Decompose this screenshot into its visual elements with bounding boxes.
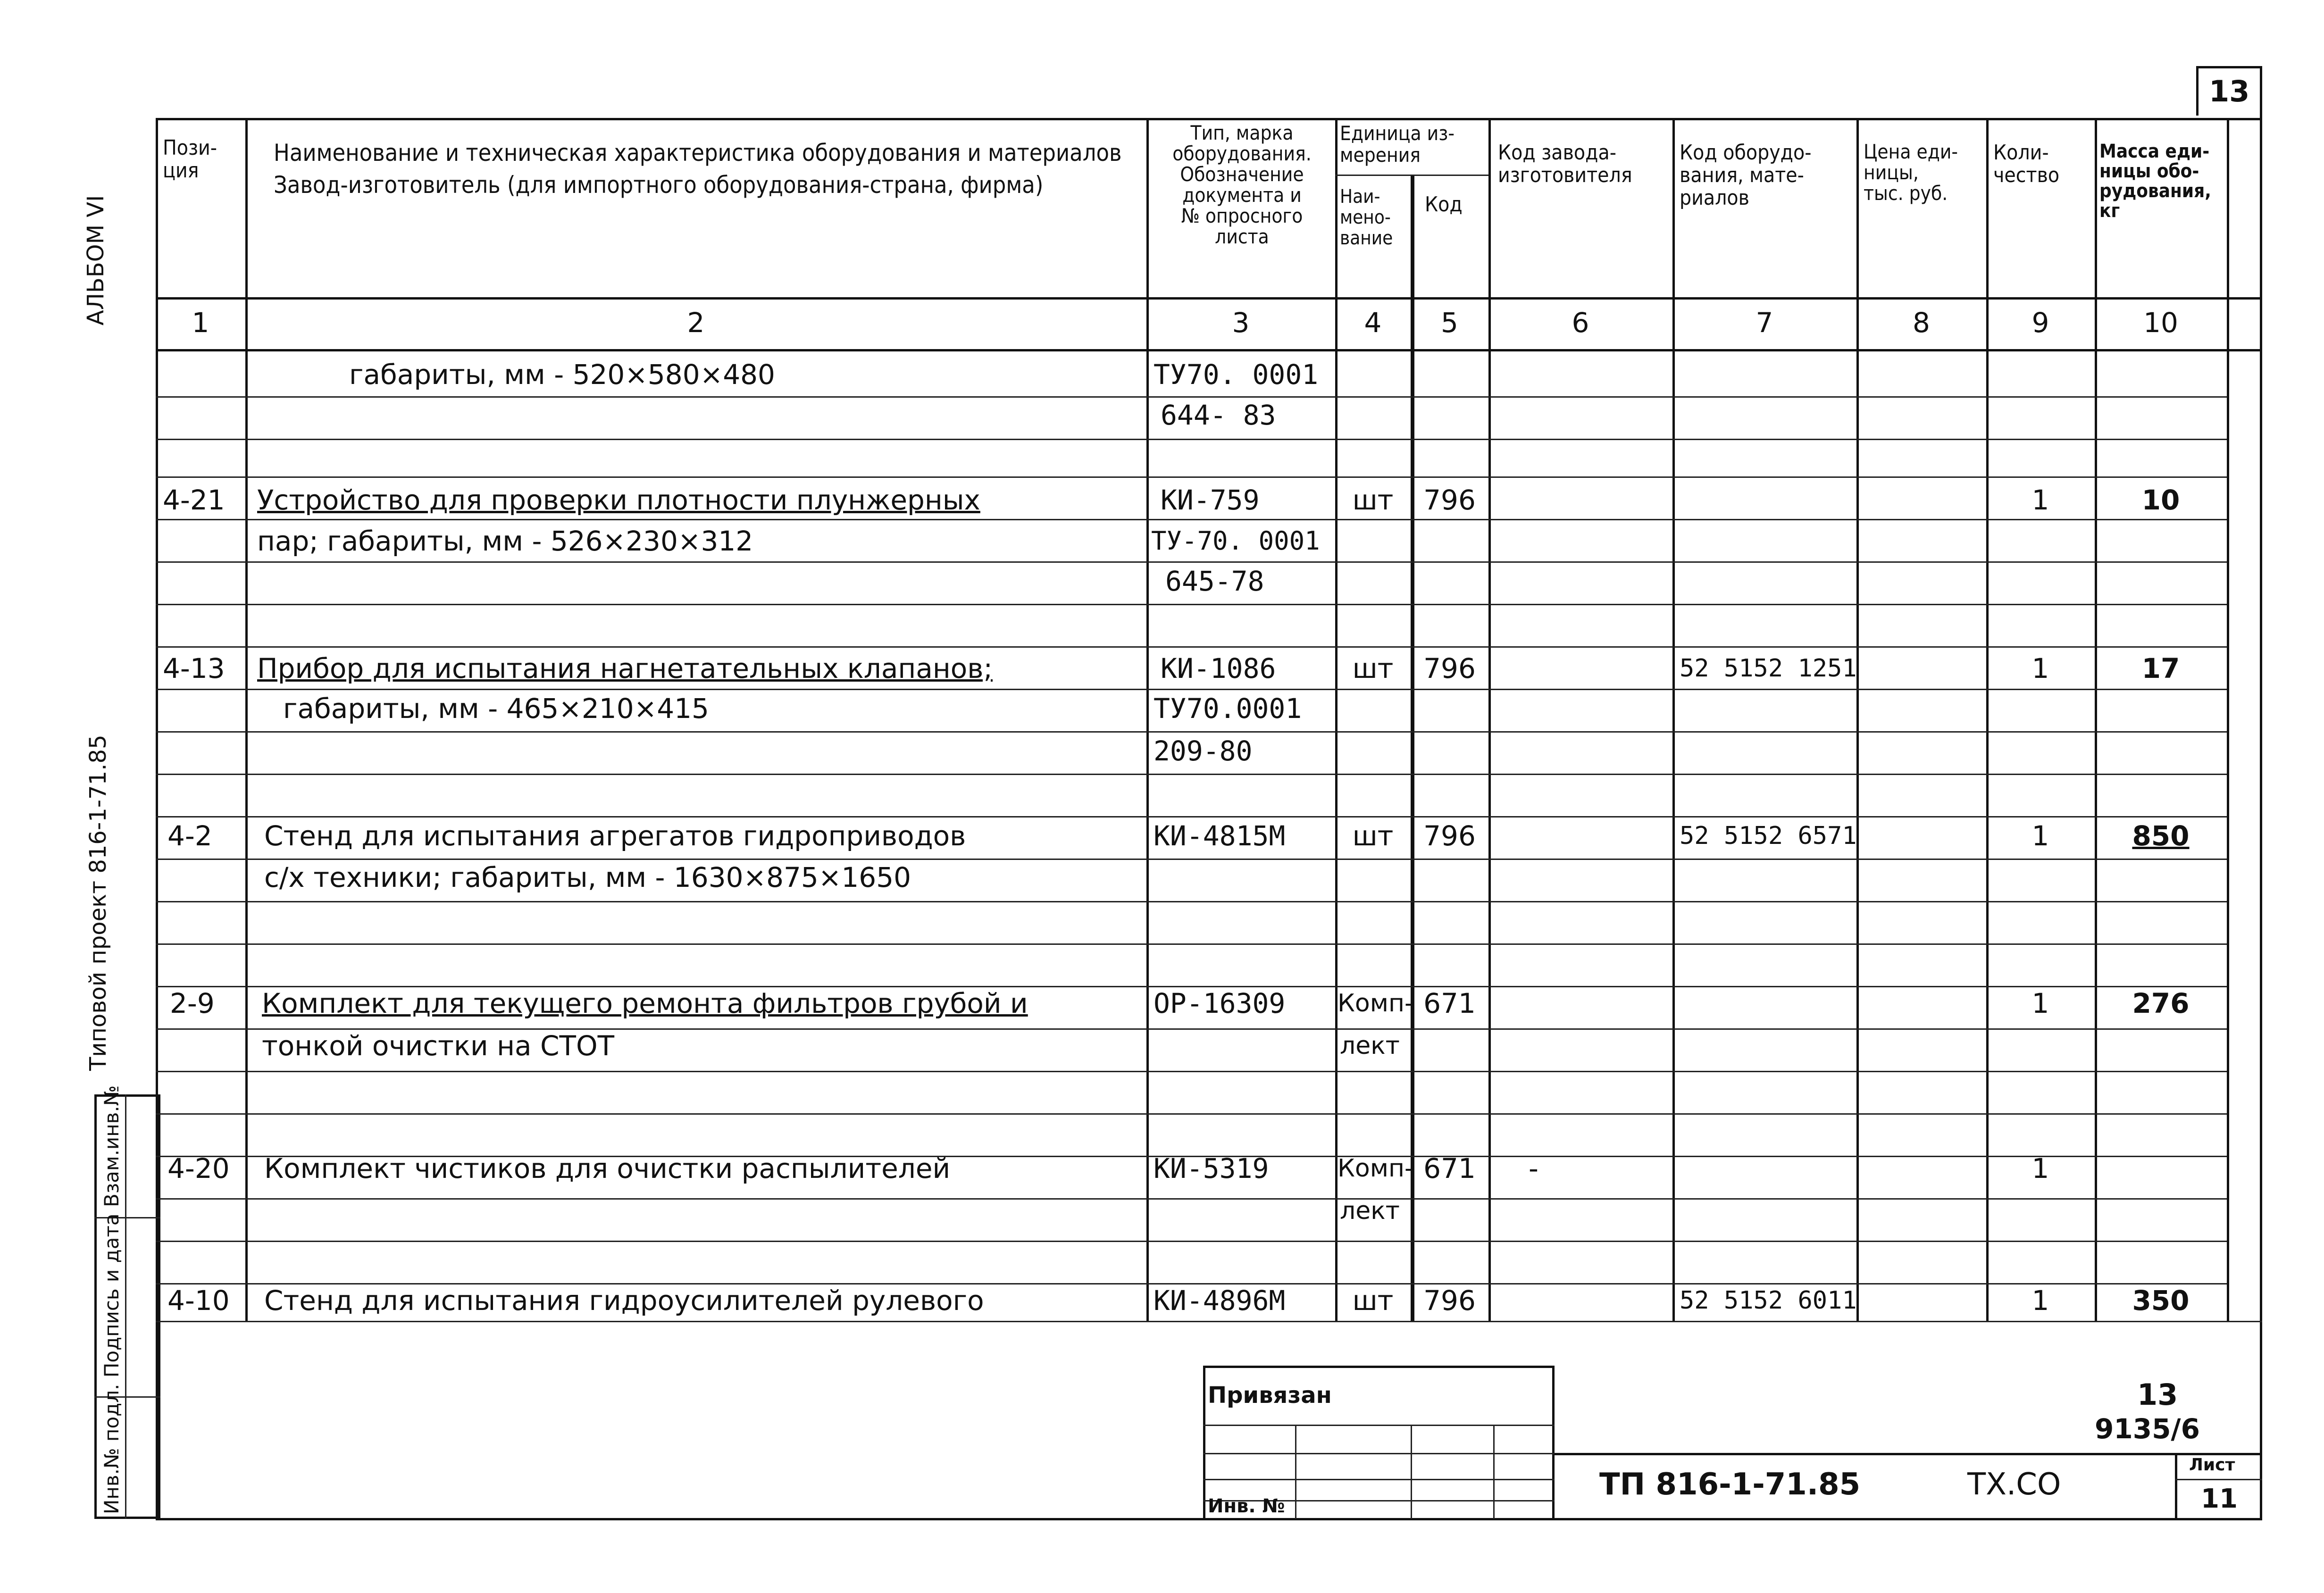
row-qty: 1 [2031, 1284, 2049, 1317]
privyazan-line-1 [1203, 1425, 1555, 1426]
row-line [156, 943, 2227, 945]
row-pos: 4-2 [167, 820, 212, 852]
top-sheet-number: 13 [2209, 74, 2250, 108]
side-project-label: Типовой проект 816-1-71.85 [85, 734, 111, 1071]
row-code: 796 [1423, 652, 1476, 684]
row-name: Прибор для испытания нагнетательных клапанов; [257, 652, 993, 684]
header-factory-code: Код завода- изготовителя [1498, 141, 1632, 187]
row-qty: 1 [2031, 484, 2049, 516]
top-sheet-number-box [2196, 66, 2262, 116]
row-unit: шт [1352, 484, 1394, 516]
row-line [156, 561, 2227, 563]
row-code: 796 [1423, 484, 1476, 516]
row-mass: 350 [2132, 1284, 2190, 1317]
row-code: 671 [1423, 987, 1476, 1019]
row-type: ОР-16309 [1154, 987, 1286, 1019]
row-unit: Комп- [1338, 1154, 1413, 1183]
row-unit: шт [1352, 820, 1394, 852]
header-name: Наименование и техническая характеристика оборудования и материалов Завод-изготовитель (для импортного оборудования-страна, фирма) [274, 139, 1122, 199]
row-pos: 4-13 [163, 652, 225, 684]
row-line [156, 731, 2227, 733]
header-unit: Единица из- мерения [1340, 122, 1455, 167]
row-name: пар; габариты, мм - 526×230×312 [257, 525, 753, 557]
row-type: 645-78 [1165, 565, 1264, 597]
privyazan-line-2 [1203, 1453, 1555, 1454]
colnum-7: 7 [1756, 307, 1773, 339]
row-code: 796 [1423, 1284, 1476, 1317]
row-unit: Комп- [1338, 989, 1413, 1018]
page-number: 13 [2137, 1377, 2178, 1412]
frame-right [2260, 111, 2262, 1519]
header-pos: Пози- ция [163, 136, 217, 183]
privyazan-divider-1 [1295, 1425, 1296, 1519]
row-equip-code: 52 5152 6571 [1680, 822, 1857, 850]
row-line [156, 476, 2227, 478]
colnum-5: 5 [1441, 307, 1458, 339]
row-line [156, 396, 2227, 398]
row-unit: лект [1340, 1032, 1400, 1060]
row-name: габариты, мм - 520×580×480 [349, 359, 775, 391]
row-mass: 10 [2141, 484, 2180, 516]
row-line [156, 816, 2227, 817]
row-name: с/х техники; габариты, мм - 1630×875×1650 [264, 861, 911, 893]
row-qty: 1 [2031, 987, 2049, 1019]
side-stamp-divider [125, 1094, 126, 1519]
doc-type: ТХ.СО [1967, 1467, 2061, 1502]
row-type: КИ-4815М [1154, 820, 1286, 852]
header-unit-name: Наи- мено- вание [1340, 186, 1393, 249]
col-line-4 [1411, 175, 1414, 1321]
row-line [156, 604, 2227, 605]
row-type: 644- 83 [1161, 399, 1276, 431]
row-line [156, 439, 2227, 440]
row-equip-code: 52 5152 6011 [1680, 1286, 1857, 1315]
row-line [156, 689, 2227, 690]
header-unit-code: Код [1425, 192, 1463, 217]
row-line [156, 901, 2227, 902]
side-stamp-text: Инв.№ подл. Подпись и дата Взам.инв.№ [100, 1085, 123, 1514]
row-type: КИ-759 [1161, 484, 1260, 516]
header-bottom-line [156, 297, 2262, 300]
colnum-bottom-line [156, 349, 2262, 351]
privyazan-line-3 [1203, 1479, 1555, 1480]
row-type: КИ-4896М [1154, 1284, 1286, 1317]
colnum-6: 6 [1572, 307, 1589, 339]
colnum-1: 1 [192, 307, 209, 339]
list-number: 11 [2201, 1484, 2238, 1514]
row-type: КИ-5319 [1154, 1152, 1269, 1184]
row-type: ТУ70. 0001 [1154, 359, 1319, 391]
row-equip-code: 52 5152 1251 [1680, 654, 1857, 683]
row-pos: 4-21 [163, 484, 225, 516]
row-unit: шт [1352, 1284, 1394, 1317]
row-line [156, 1071, 2227, 1072]
colnum-10: 10 [2143, 307, 2178, 339]
row-name: Стенд для испытания агрегатов гидроприводов [264, 820, 966, 852]
row-qty: 1 [2031, 652, 2049, 684]
row-factory-dash: - [1529, 1152, 1538, 1184]
list-box-divider [2175, 1479, 2262, 1480]
row-name: Устройство для проверки плотности плунжерных [257, 484, 980, 516]
row-name: Стенд для испытания гидроусилителей рулевого [264, 1284, 984, 1317]
privyazan-divider-3 [1493, 1425, 1495, 1519]
frame-top [156, 118, 2262, 120]
table-bottom-line [156, 1321, 2262, 1322]
colnum-9: 9 [2031, 307, 2049, 339]
row-name: габариты, мм - 465×210×415 [283, 692, 709, 725]
row-qty: 1 [2031, 1152, 2049, 1184]
row-type: ТУ70.0001 [1154, 692, 1302, 725]
header-type: Тип, марка оборудования. Обозначение документа и № опросного листа [1172, 121, 1312, 248]
colnum-8: 8 [1913, 307, 1930, 339]
row-type: КИ-1086 [1161, 652, 1276, 684]
inv-label: Инв. № [1208, 1495, 1285, 1517]
row-line [156, 859, 2227, 860]
header-qty: Коли- чество [1993, 141, 2060, 187]
privyazan-label: Привязан [1208, 1382, 1332, 1409]
list-label: Лист [2189, 1455, 2235, 1475]
colnum-2: 2 [687, 307, 705, 339]
privyazan-divider-2 [1411, 1425, 1412, 1519]
row-qty: 1 [2031, 820, 2049, 852]
row-code: 796 [1423, 820, 1476, 852]
order-number: 9135/6 [2095, 1413, 2200, 1445]
header-price: Цена еди- ницы, тыс. руб. [1864, 140, 1958, 205]
row-line [156, 1241, 2227, 1242]
unit-header-divider [1335, 175, 1488, 176]
row-pos: 2-9 [170, 987, 215, 1019]
row-mass: 17 [2141, 652, 2180, 684]
row-type: 209-80 [1154, 735, 1253, 767]
row-name: Комплект чистиков для очистки распылителей [264, 1152, 951, 1184]
row-pos: 4-20 [167, 1152, 230, 1184]
row-name: Комплект для текущего ремонта фильтров грубой и [262, 987, 1028, 1019]
row-line [156, 519, 2227, 520]
row-code: 671 [1423, 1152, 1476, 1184]
row-line [156, 1198, 2227, 1200]
row-unit: лект [1340, 1197, 1400, 1225]
side-album-label: АЛЬБОМ VI [83, 195, 109, 325]
row-mass: 850 [2132, 820, 2190, 852]
row-mass: 276 [2132, 987, 2190, 1019]
row-pos: 4-10 [167, 1284, 230, 1317]
colnum-4: 4 [1364, 307, 1382, 339]
colnum-3: 3 [1232, 307, 1250, 339]
doc-code: ТП 816-1-71.85 [1599, 1467, 1861, 1502]
row-line [156, 646, 2227, 648]
header-equip-code: Код оборудо- вания, мате- риалов [1680, 141, 1812, 210]
row-name: тонкой очистки на СТОТ [262, 1030, 615, 1062]
row-unit: шт [1352, 652, 1394, 684]
row-line [156, 1113, 2227, 1115]
header-mass: Масса еди- ницы обо- рудования, кг [2099, 141, 2211, 222]
title-block-top [1555, 1453, 2262, 1455]
row-line [156, 774, 2227, 775]
row-type: ТУ-70. 0001 [1151, 526, 1320, 556]
